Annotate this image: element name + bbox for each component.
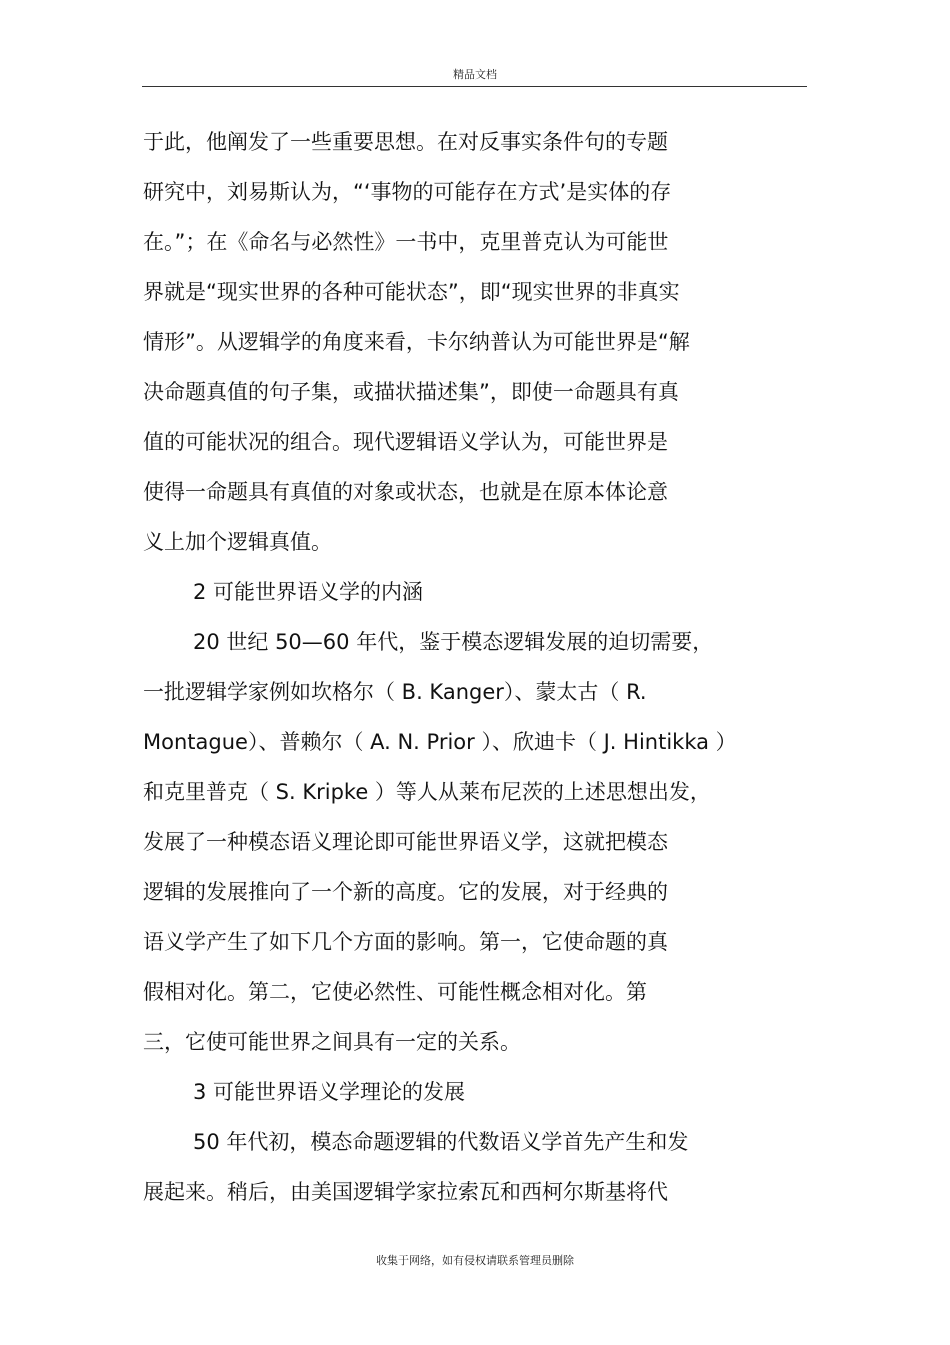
section-heading: 2 可能世界语义学的内涵 [193,580,424,604]
page-header-label: 精品文档 [453,68,497,81]
text-line: 和克里普克（ S. Kripke ）等人从莱布尼茨的上述思想出发， [143,780,711,804]
text-line: 展起来。稍后，由美国逻辑学家拉索瓦和西柯尔斯基将代 [143,1180,668,1204]
text-line: Montague）、普赖尔（ A. N. Prior ）、欣迪卡（ J. Hintikka ） [143,730,737,754]
text-line: 在。”；在《命名与必然性》一书中，克里普克认为可能世 [143,230,669,254]
section-heading: 3 可能世界语义学理论的发展 [193,1080,466,1104]
text-line: 义上加个逻辑真值。 [143,530,332,554]
text-line: 情形”。从逻辑学的角度来看，卡尔纳普认为可能世界是“解 [143,330,690,354]
text-line: 语义学产生了如下几个方面的影响。第一，它使命题的真 [143,930,668,954]
text-line: 假相对化。第二，它使必然性、可能性概念相对化。第 [143,980,647,1004]
text-line: 50 年代初，模态命题逻辑的代数语义学首先产生和发 [193,1130,689,1154]
text-line: 三，它使可能世界之间具有一定的关系。 [143,1030,521,1054]
text-line: 值的可能状况的组合。现代逻辑语义学认为，可能世界是 [143,430,668,454]
page-footer-label: 收集于网络，如有侵权请联系管理员删除 [376,1254,574,1267]
text-line: 决命题真值的句子集，或描状描述集”，即使一命题具有真 [143,380,679,404]
text-line: 界就是“现实世界的各种可能状态”，即“现实世界的非真实 [143,280,680,304]
text-line: 20 世纪 50—60 年代，鉴于模态逻辑发展的迫切需要， [193,630,714,654]
text-line: 逻辑的发展推向了一个新的高度。它的发展，对于经典的 [143,880,668,904]
text-line: 于此，他阐发了一些重要思想。在对反事实条件句的专题 [143,130,668,154]
text-line: 使得一命题具有真值的对象或状态，也就是在原本体论意 [143,480,668,504]
text-line: 一批逻辑学家例如坎格尔（ B. Kanger）、蒙太古（ R. [143,680,647,704]
text-line: 发展了一种模态语义理论即可能世界语义学，这就把模态 [143,830,668,854]
text-line: 研究中，刘易斯认为，“‘事物的可能存在方式’是实体的存 [143,180,672,204]
